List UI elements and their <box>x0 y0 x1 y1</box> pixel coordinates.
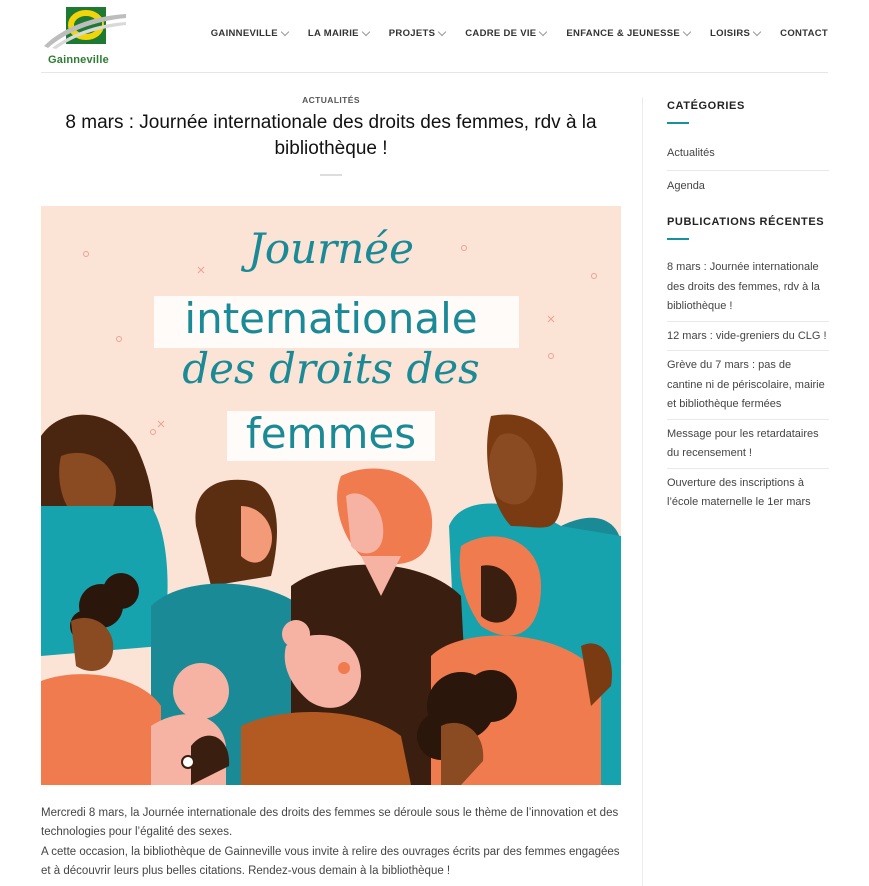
post-content <box>41 804 631 881</box>
paragraph: A cette occasion, la bibliothèque de Gainneville vous invite à relire des ouvrages écrits par des femmes engagées et à découvrir leurs plus belles citations. Rendez-vous demain à la bibliothèque ! <box>41 845 620 877</box>
recent-post-link[interactable]: Ouverture des inscriptions à l’école maternelle le 1er mars <box>667 476 811 508</box>
recent-post-link[interactable]: 12 mars : vide-greniers du CLG ! <box>667 329 827 342</box>
post-title: 8 mars : Journée internationale des droits des femmes, rdv à la bibliothèque ! <box>65 112 597 159</box>
nav-item-contact[interactable] <box>780 28 828 39</box>
heading-accent <box>667 238 689 240</box>
nav-label: CADRE DE VIE <box>465 28 537 39</box>
recent-post-link[interactable]: Message pour les retardataires du recensement ! <box>667 427 819 459</box>
nav-label: ENFANCE & JEUNESSE <box>566 28 681 39</box>
recent-post-link[interactable]: 8 mars : Journée internationale des droits des femmes, rdv à la bibliothèque ! <box>667 261 820 312</box>
womens-day-illustration <box>41 206 621 785</box>
main-nav <box>191 28 828 39</box>
header-divider <box>41 72 828 73</box>
nav-item-loisirs[interactable] <box>710 28 760 39</box>
title-divider <box>320 174 342 176</box>
recent-posts-heading: PUBLICATIONS RÉCENTES <box>667 216 825 228</box>
illustration-line-2: internationale <box>184 294 478 343</box>
nav-item-cadre-de-vie[interactable] <box>465 28 546 39</box>
nav-item-projets[interactable] <box>389 28 445 39</box>
chevron-down-icon <box>281 27 289 35</box>
nav-label: GAINNEVILLE <box>210 28 278 39</box>
illustration-line-3: des droits des <box>182 344 480 393</box>
heading-accent <box>667 122 689 124</box>
site-header <box>0 0 869 73</box>
chevron-down-icon <box>753 27 761 35</box>
categories-heading: CATÉGORIES <box>667 100 745 112</box>
illustration-line-1: Journée <box>247 224 414 273</box>
sidebar-divider <box>642 97 643 886</box>
nav-label: CONTACT <box>780 28 828 39</box>
chevron-down-icon <box>683 27 691 35</box>
post-category-link[interactable]: ACTUALITÉS <box>302 95 360 105</box>
gainneville-logo-icon <box>42 6 128 56</box>
logo-text: Gainneville <box>48 54 109 66</box>
nav-item-enfance-jeunesse[interactable] <box>566 28 690 39</box>
nav-item-gainneville[interactable] <box>211 28 288 39</box>
featured-image <box>41 206 621 785</box>
nav-label: LOISIRS <box>710 28 751 39</box>
category-link-agenda[interactable]: Agenda <box>667 179 705 192</box>
illustration-line-4: femmes <box>245 409 417 458</box>
paragraph: Mercredi 8 mars, la Journée internationale des droits des femmes se déroule sous le thème de l’innovation et des technologies pour l’égalité des sexes. <box>41 807 619 839</box>
nav-item-la-mairie[interactable] <box>308 28 369 39</box>
chevron-down-icon <box>438 27 446 35</box>
nav-label: PROJETS <box>388 28 436 39</box>
chevron-down-icon <box>539 27 547 35</box>
category-link-actualites[interactable]: Actualités <box>667 147 715 159</box>
site-logo[interactable] <box>42 6 128 68</box>
recent-post-link[interactable]: Grève du 7 mars : pas de cantine ni de périscolaire, mairie et bibliothèque fermées <box>667 359 825 410</box>
chevron-down-icon <box>362 27 370 35</box>
nav-label: LA MAIRIE <box>307 28 359 39</box>
